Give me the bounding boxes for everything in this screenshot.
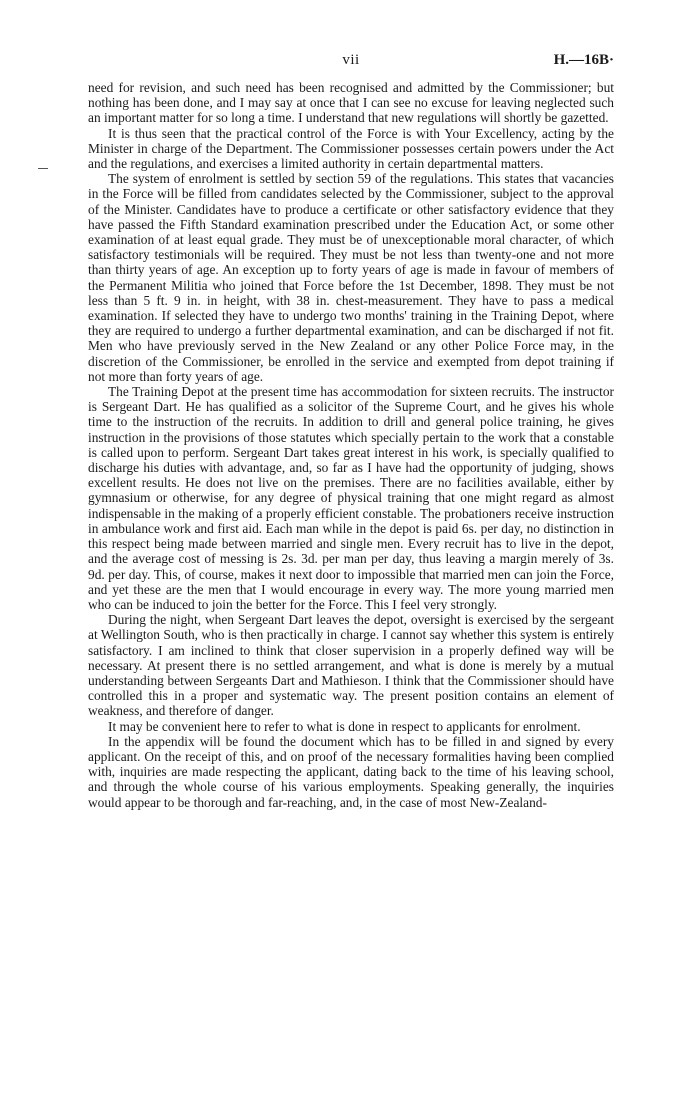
page-header [88,52,614,76]
paragraph-training-depot: The Training Depot at the present time has accommodation for sixteen recruits. The instructor is Sergeant Dart. He has qualified as a solicitor of the Supreme Court, and he gives his whole time to the instruction of the recruits. In addition to drill and general police training, he gives instruction in the provisions of those statutes which specially pertain to the work that a constable is called upon to perform. Sergeant Dart takes great interest in his work, is specially qualified to discharge his duties with advantage, and, so far as I have had the opportunity of judging, shows excellent results. He does not live on the premises. There are no facilities available, either by gymnasium or otherwise, for any degree of physical training that one might regard as almost indispensable in the making of a properly efficient constable. The probationers receive instruction in ambulance work and first aid. Each man while in the depot is paid 6s. per day, no distinction in this respect being made between married and single men. Every recruit has to live in the depot, and the average cost of messing is 2s. 3d. per man per day, thus leaving a margin merely of 3s. 9d. per day. This, of course, makes it next door to impossible that married men can join the Force, and yet these are the men that I would encourage in every way. The more young married men who can be induced to join the better for the Force. This I feel very strongly. [88,384,614,612]
paper-reference: H.—16B· [553,52,614,68]
paragraph-enrolment-system: The system of enrolment is settled by section 59 of the regulations. This states that vacancies in the Force will be filled from candidates selected by the Commissioner, subject to the approval of the Minister. Candidates have to produce a certificate or other satisfactory evidence that they have passed the Fifth Standard examination prescribed under the Education Act, or some other examination of at least equal grade. They must be of unexceptionable moral character, of which satisfactory testimonials will be required. They must be not less than twenty-one and not more than thirty years of age. An exception up to forty years of age is made in favour of members of the Permanent Militia who joined that Force before the 1st December, 1898. They must be not less than 5 ft. 9 in. in height, with 38 in. chest-measurement. They have to pass a medical examination. If selected they have to undergo two months' training in the Training Depot, where they are required to undergo a further departmental examination, and can be discharged if not fit. Men who have previously served in the New Zealand or any other Police Force may, in the discretion of the Commissioner, be enrolled in the service and exempted from depot training if not more than forty years of age. [88,171,614,384]
paragraph-appendix: In the appendix will be found the document which has to be filled in and signed by every applicant. On the receipt of this, and on proof of the necessary formalities having been complied with, inquiries are made respecting the applicant, dating back to the time of his leaving school, and through the whole course of his various employments. Speaking generally, the inquiries would appear to be thorough and far-reaching, and, in the case of most New-Zealand- [88,733,614,810]
paragraph-control-of-force: It is thus seen that the practical control of the Force is with Your Excellency, acting by the Minister in charge of the Department. The Commissioner possesses certain powers under the Act and the regulations, and exercises a limited authority in certain departmental matters. [88,125,614,172]
paragraph-night-oversight: During the night, when Sergeant Dart leaves the depot, oversight is exercised by the sergeant at Wellington South, who is then practically in charge. I cannot say whether this system is entirely satisfactory. I am inclined to think that closer supervision in a properly defined way will be necessary. At present there is no settled arrangement, and what is done is merely by a mutual understanding between Sergeants Dart and Mathieson. I think that the Commissioner should have controlled this in a proper and systematic way. The present position contains an element of weakness, and therefore of danger. [88,612,614,719]
paragraph-applicants-intro: It may be convenient here to refer to what is done in respect to applicants for enrolment. [108,718,581,734]
body-text [88,80,614,810]
page-number: vii [342,52,360,68]
paragraph-continued: need for revision, and such need has been recognised and admitted by the Commissioner; but nothing has been done, and I may say at once that I can see no excuse for leaving neglected such an important matter for so long a time. I understand that new regulations will shortly be gazetted. [88,80,614,126]
margin-mark [38,168,48,169]
